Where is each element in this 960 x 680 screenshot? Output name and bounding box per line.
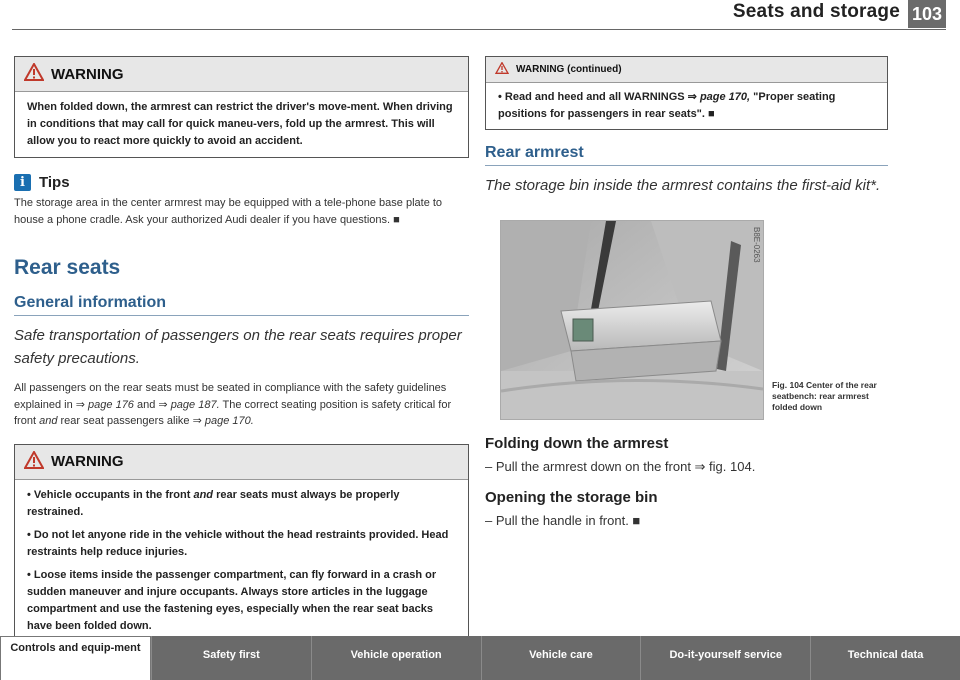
section-title-rear-armrest: Rear armrest bbox=[485, 144, 888, 166]
bullet-text: "Proper seating positions for passengers in rear seats". ■ bbox=[498, 91, 836, 120]
body-text-part: rear seat passengers alike ⇒ bbox=[57, 415, 205, 427]
bullet-text: Read and heed and all WARNINGS ⇒ bbox=[504, 91, 700, 103]
subsection-title-general-information: General information bbox=[14, 294, 469, 316]
warning-box-rear-seats bbox=[14, 444, 469, 643]
bullet-emphasis: and bbox=[193, 488, 214, 501]
footer-tab-bar bbox=[0, 636, 960, 680]
tab-controls-and-equipment[interactable]: Controls and equip-ment bbox=[0, 636, 151, 680]
bullet-text: Loose items inside the passenger compartment, can fly forward in a crash or sudden maneuver and injure occupants. Always store articles in the luggage compartment and use the fastening eyes, especially when the rear seat backs have been folded down. bbox=[27, 568, 437, 632]
tab-technical-data[interactable]: Technical data bbox=[810, 636, 960, 680]
body-text-part: All passengers on the rear seats must be seated in compliance with the safety guidelines explained in ⇒ bbox=[14, 382, 447, 411]
tab-vehicle-care[interactable]: Vehicle care bbox=[481, 636, 641, 680]
warning-header bbox=[486, 57, 887, 83]
intro-text: The storage bin inside the armrest contains the first-aid kit*. bbox=[485, 177, 881, 194]
fold-down-title: Folding down the armrest bbox=[485, 435, 669, 452]
figure-code: B8E-0263 bbox=[752, 227, 761, 263]
bullet-text: Vehicle occupants in the front bbox=[33, 488, 194, 501]
warning-text bbox=[15, 92, 468, 157]
body-text-part: and ⇒ bbox=[133, 398, 171, 411]
figure-rear-armrest bbox=[500, 220, 764, 420]
tips-title: Tips bbox=[39, 174, 70, 191]
open-bin-title: Opening the storage bin bbox=[485, 489, 658, 506]
bullet-text: Do not let anyone ride in the vehicle without the head restraints provided. Head restraints help reduce injuries. bbox=[27, 528, 449, 558]
section-title-rear-seats: Rear seats bbox=[14, 256, 121, 279]
info-icon: i bbox=[14, 174, 31, 191]
bullet-text: rear seats must always be properly restrained. bbox=[27, 488, 400, 518]
fold-down-step: – Pull the armrest down on the front ⇒ fig. 104. bbox=[485, 459, 756, 474]
warning-bullet: • Vehicle occupants in the front and rear seats must always be properly restrained. bbox=[27, 488, 400, 518]
figure-caption: Fig. 104 Center of the rear seatbench: rear armrest folded down bbox=[772, 380, 877, 412]
left-column bbox=[14, 56, 469, 643]
armrest-photo-illustration bbox=[501, 221, 763, 419]
header-divider bbox=[12, 29, 946, 30]
page-link[interactable]: page 170, bbox=[699, 91, 751, 103]
warning-triangle-icon bbox=[495, 62, 509, 77]
warning-header bbox=[15, 57, 468, 92]
warning-box-armrest bbox=[14, 56, 469, 158]
warning-box-continued bbox=[485, 56, 888, 130]
tab-vehicle-operation[interactable]: Vehicle operation bbox=[311, 636, 481, 680]
warning-bullet: • Loose items inside the passenger compartment, can fly forward in a crash or sudden maneuver and injure occupants. Always store articles in the luggage compartment and use the fastening eyes, especially when the rear seat backs have been folded down. bbox=[27, 568, 437, 632]
tips-header bbox=[14, 174, 469, 191]
page-link[interactable]: page 176 bbox=[88, 398, 134, 411]
warning-title: WARNING (continued) bbox=[516, 64, 622, 75]
tips-text: The storage area in the center armrest may be equipped with a tele-phone base plate to house a phone cradle. Ask your authorized Audi dealer if you have questions. ■ bbox=[14, 197, 443, 226]
warning-text bbox=[486, 83, 887, 129]
chapter-title: Seats and storage bbox=[732, 1, 900, 22]
open-bin-step: – Pull the handle in front. ■ bbox=[485, 513, 641, 528]
warning-bullet: • Do not let anyone ride in the vehicle without the head restraints provided. Head restraints help reduce injuries. bbox=[27, 528, 449, 558]
step-text: Pull the armrest down on the front ⇒ fig. 104. bbox=[495, 459, 756, 474]
warning-bullet: • Read and heed and all WARNINGS ⇒ page 170, "Proper seating positions for passengers in rear seats". ■ bbox=[498, 91, 836, 120]
warning-title: WARNING bbox=[51, 453, 124, 470]
intro-text: Safe transportation of passengers on the rear seats requires proper safety precautions. bbox=[14, 327, 462, 367]
warning-bullets bbox=[15, 480, 468, 642]
armrest-instructions bbox=[485, 435, 888, 528]
warning-header bbox=[15, 445, 468, 480]
warning-triangle-icon bbox=[24, 451, 44, 473]
warning-title: WARNING bbox=[51, 65, 124, 83]
body-paragraph bbox=[14, 380, 469, 430]
right-column bbox=[485, 56, 888, 197]
page-link[interactable]: page 170. bbox=[204, 415, 254, 427]
warning-triangle-icon bbox=[24, 63, 44, 85]
page-number: 103 bbox=[908, 0, 946, 28]
tab-safety-first[interactable]: Safety first bbox=[151, 636, 311, 680]
tab-do-it-yourself-service[interactable]: Do-it-yourself service bbox=[640, 636, 810, 680]
body-text-part: The correct seating position is safety critical for front bbox=[14, 398, 452, 427]
warning-paragraph: When folded down, the armrest can restrict the driver's move-ment. When driving in conditions that may call for quick maneu-vers, fold up the armrest. This will allow you to react more quickly to avoid an accident. bbox=[27, 101, 453, 147]
page-link[interactable]: page 187. bbox=[170, 398, 220, 411]
step-text: Pull the handle in front. ■ bbox=[495, 513, 641, 528]
body-text-emphasis: and bbox=[39, 415, 58, 427]
